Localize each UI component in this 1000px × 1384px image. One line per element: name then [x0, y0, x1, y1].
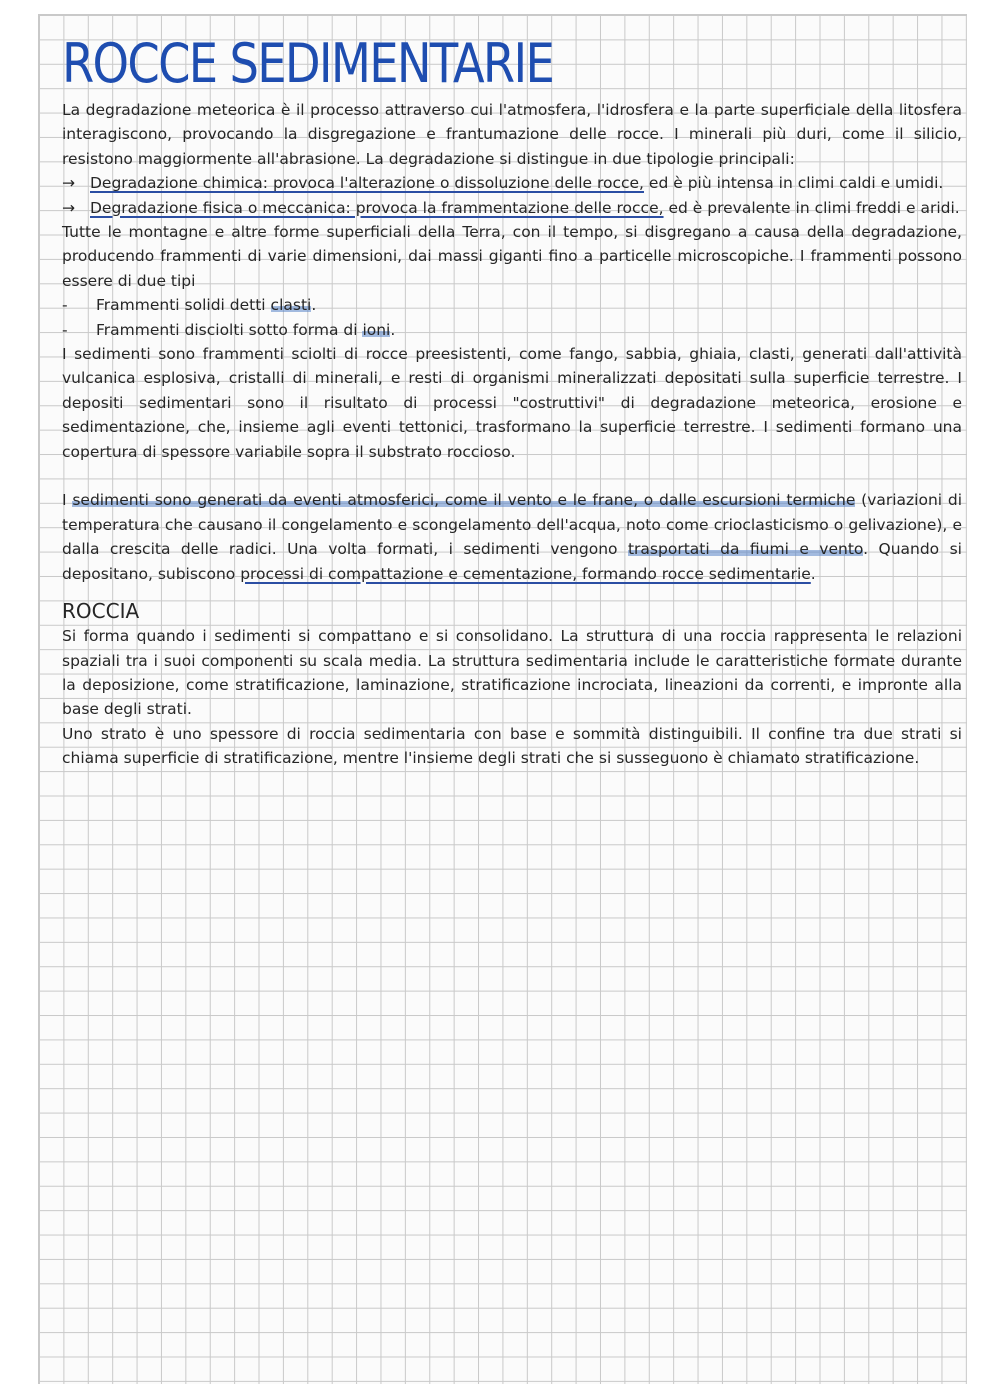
rock-paragraph: Si forma quando i sedimenti si compattano e si consolidano. La struttura di una roccia rappresenta le relazioni spaziali tra i suoi componenti su scala media. La struttura sedimentaria include le caratteristiche formate durante la deposizione, come stratificazione, laminazione, stratificazione incrociata, lineazioni da correnti, e impronte alla base degli strati.: [62, 627, 962, 719]
sediment-generation-paragraph: I sedimenti sono generati da eventi atmosferici, come il vento e le frane, o dalle escursioni termiche (variazioni di temperatura che causano il congelamento e scongelamento dell'acqua, noto come crioclasticismo o gelivazione), e dalla crescita delle radici. Una volta formati, i sedimenti vengono trasportati da fiumi e vento. Quando si depositano, subiscono processi di compattazione e cementazione, formando rocce sedimentarie.: [62, 491, 963, 583]
highlight-sediment-sources: sedimenti sono generati da eventi atmosferici, come il vento e le frane, o dalle escursioni termiche: [72, 491, 856, 510]
chemical-degradation-climate: ed è più intensa in climi caldi e umidi.: [644, 174, 944, 193]
highlight-ioni: ioni: [362, 320, 391, 339]
fragments-paragraph: Tutte le montagne e altre forme superficiali della Terra, con il tempo, si disgregano a causa della degradazione, producendo frammenti di varie dimensioni, dai massi giganti fino a particelle microscopiche. I frammenti possono essere di due tipi: [62, 223, 962, 290]
fragment-item-dissolved: - Frammenti disciolti sotto forma di ioni.: [62, 318, 962, 342]
sediments-paragraph: I sedimenti sono frammenti sciolti di rocce preesistenti, come fango, sabbia, ghiaia, clasti, generati dall'attività vulcanica esplosiva, cristalli di minerali, e resti di organismi mineralizzati depositati sulla superficie terrestre. I depositi sedimentari sono il risultato di processi "costruttivi" di degradazione meteorica, erosione e sedimentazione, che, insieme agli eventi tettonici, trasformano la superficie terrestre. I sedimenti formano una copertura di spessore variabile sopra il substrato roccioso.: [62, 345, 962, 461]
strata-paragraph: Uno strato è uno spessore di roccia sedimentaria con base e sommità distinguibili. Il confine tra due strati si chiama superficie di stratificazione, mentre l'insieme degli strati che si susseguono è chiamato stratificazione.: [62, 724, 962, 768]
section-heading-roccia: ROCCIA: [62, 599, 140, 624]
intro-paragraph: La degradazione meteorica è il processo attraverso cui l'atmosfera, l'idrosfera e la parte superficiale della litosfera interagiscono, provocando la disgregazione e frantumazione delle rocce. I minerali più duri, come il silicio, resistono maggiormente all'abrasione. La degradazione si distingue in due tipologie principali:: [62, 101, 962, 168]
dash-bullet-icon: -: [62, 320, 68, 339]
highlight-transport: trasportati da fiumi e vento: [627, 540, 864, 559]
page-title: ROCCE SEDIMENTARIE: [62, 32, 554, 95]
degradation-item-chemical: [62, 171, 962, 195]
dash-bullet-icon: -: [62, 296, 68, 315]
highlight-clasti: clasti: [270, 296, 312, 315]
arrow-bullet-icon: →: [62, 198, 75, 217]
physical-degradation-climate: ed è prevalente in climi freddi e aridi.: [663, 198, 960, 217]
physical-degradation-term: Degradazione fisica o meccanica: provoca la frammentazione delle rocce,: [90, 198, 664, 217]
notes-content: [62, 30, 962, 771]
degradation-item-physical: [62, 196, 962, 220]
chemical-degradation-term: Degradazione chimica: provoca l'alterazione o dissoluzione delle rocce,: [90, 174, 644, 193]
fragment-item-solid: - Frammenti solidi detti clasti.: [62, 293, 962, 317]
arrow-bullet-icon: →: [62, 174, 75, 193]
underline-compaction: processi di compattazione e cementazione, formando rocce sedimentarie: [240, 564, 811, 583]
